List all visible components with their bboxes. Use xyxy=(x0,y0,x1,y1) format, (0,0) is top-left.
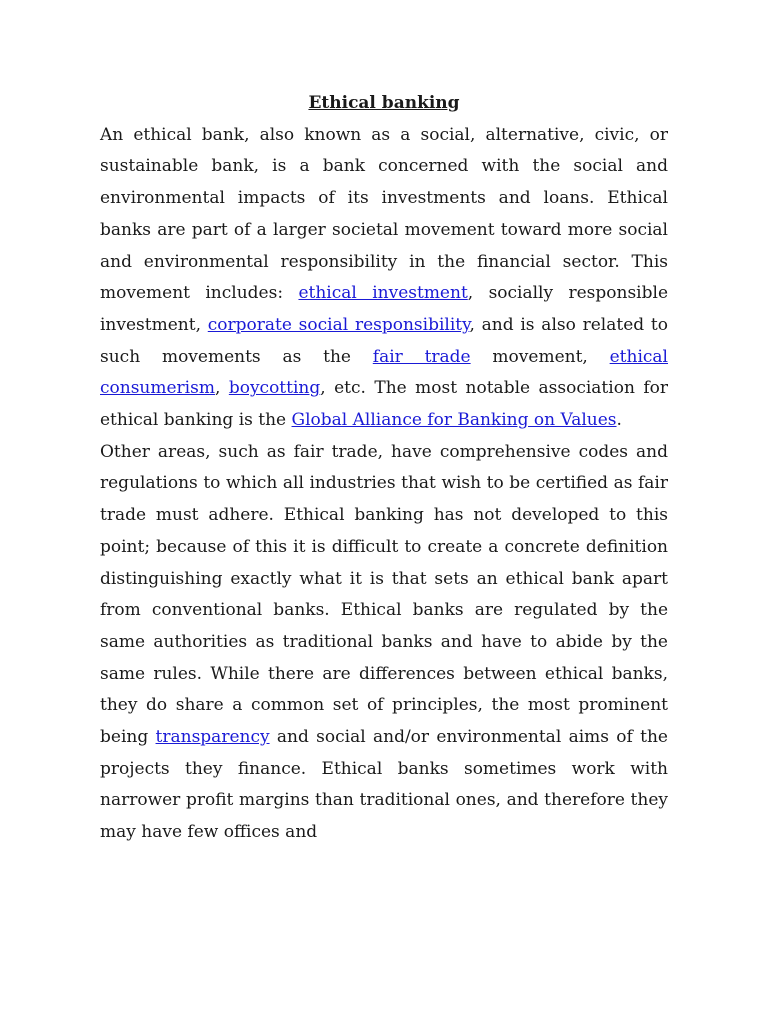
paragraph-text: , etc. The most notable association for ethical banking is the xyxy=(100,378,668,431)
link-transparency[interactable]: transparency xyxy=(155,727,270,748)
link-ethical-investment[interactable]: ethical investment xyxy=(298,283,468,304)
paragraph-text: , xyxy=(214,378,229,399)
link-boycotting[interactable]: boycotting xyxy=(228,378,321,399)
document-page xyxy=(100,88,668,849)
paragraph-text: , socially responsible investment, xyxy=(100,283,669,335)
paragraph-text: , and is also related to such movements as the xyxy=(100,314,668,367)
paragraph-text: An ethical bank, also known as a social, alternative, civic, or sustainable bank, is a bank concerned with the social and environmental impacts of its investments and loans. Ethical banks are part of a larger societal movement toward more social and environmental responsibility in the financial sector. This movement includes: xyxy=(100,124,668,304)
paragraph-text: and social and/or environmental aims of the projects they finance. Ethical banks sometimes work with narrower profit margins than traditional ones, and therefore they may have few offices and xyxy=(100,727,668,843)
link-ethical-consumerism[interactable]: ethical consumerism xyxy=(100,346,668,399)
link-corporate-social-responsibility[interactable]: corporate social responsibility xyxy=(207,314,470,335)
paragraph-text: movement, xyxy=(470,346,610,367)
paragraph-intro xyxy=(100,120,668,437)
page-title: Ethical banking xyxy=(308,93,460,113)
paragraph-text: . xyxy=(616,410,622,431)
link-global-alliance-banking-on-values[interactable]: Global Alliance for Banking on Values xyxy=(291,410,617,431)
link-fair-trade[interactable]: fair trade xyxy=(372,346,471,367)
paragraph-text: Other areas, such as fair trade, have comprehensive codes and regulations to which all industries that wish to be certified as fair trade must adhere. Ethical banking has not developed to this point; because of this it is difficult to create a concrete definition distinguishing exactly what it is that sets an ethical bank apart from conventional banks. Ethical banks are regulated by the same authorities as traditional banks and have to abide by the same rules. While there are differences between ethical banks, they do share a common set of principles, the most prominent being xyxy=(100,441,668,748)
paragraph-other-areas xyxy=(100,437,668,849)
